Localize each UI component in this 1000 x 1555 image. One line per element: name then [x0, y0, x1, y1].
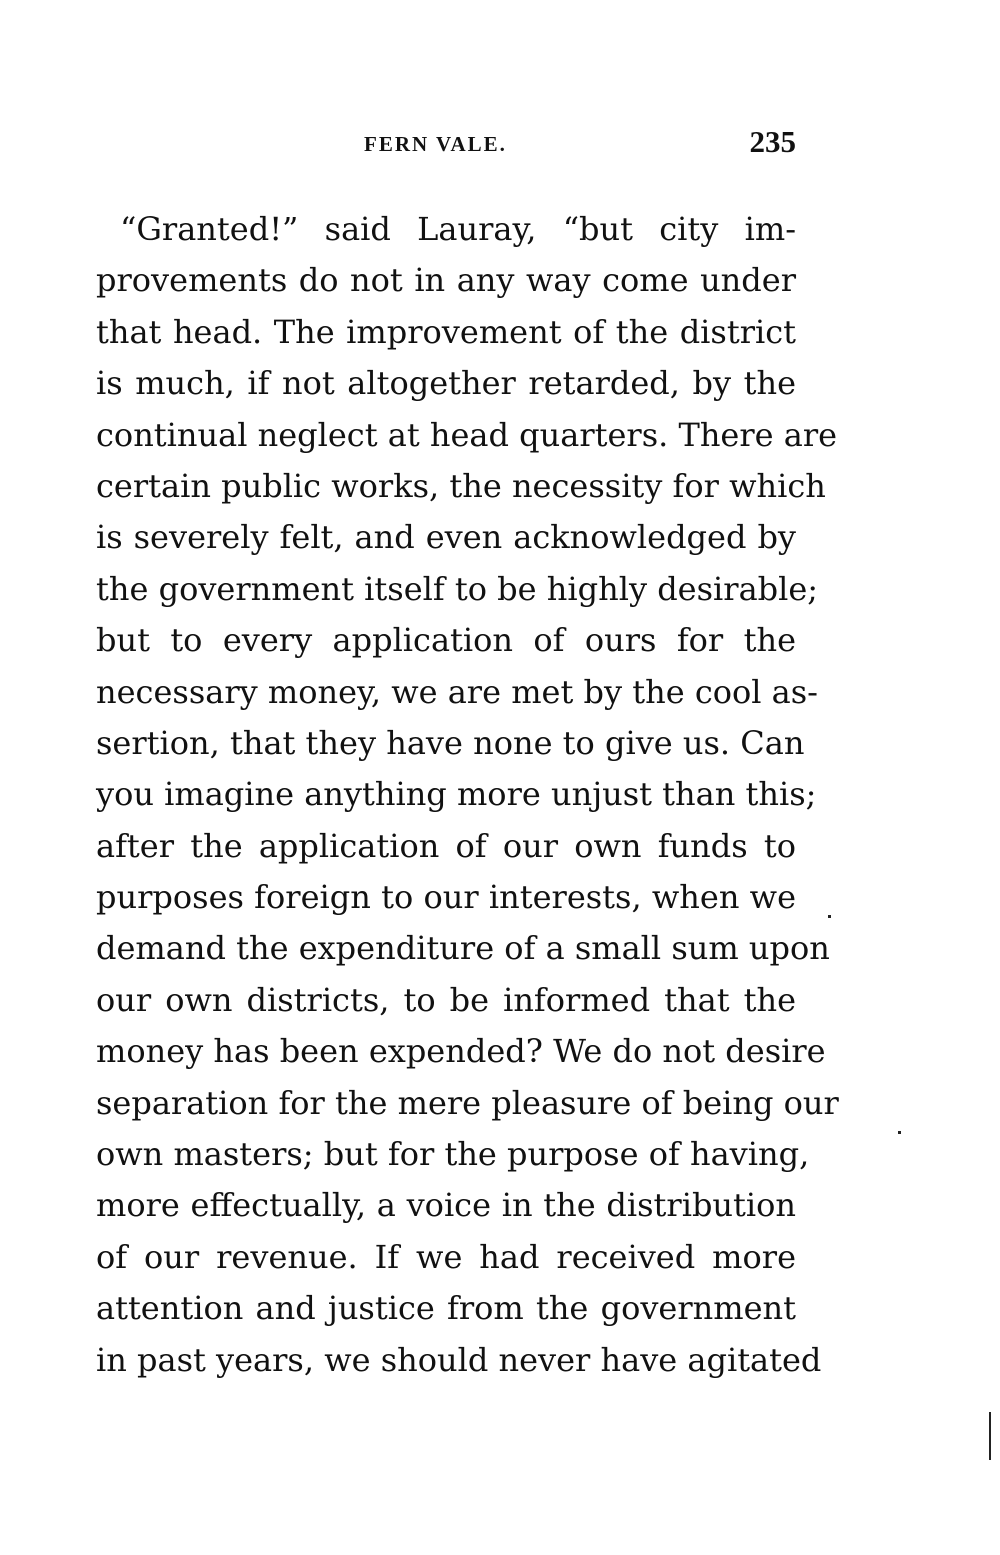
- page-header: [96, 124, 796, 164]
- running-title: FERN VALE.: [364, 132, 507, 156]
- text-line: purposes foreign to our interests, when we: [96, 878, 796, 917]
- text-line: money has been expended? We do not desire: [96, 1032, 826, 1071]
- text-line: is severely felt, and even acknowledged by: [96, 518, 796, 557]
- scan-speck: [989, 1412, 991, 1460]
- text-line: after the application of our own funds to: [96, 826, 796, 865]
- text-line: necessary money, we are met by the cool as-: [96, 672, 818, 711]
- page-number: 235: [749, 124, 796, 159]
- text-line: our own districts, to be informed that the: [96, 980, 796, 1019]
- text-line: in past years, we should never have agitated: [96, 1340, 822, 1379]
- text-line: of our revenue. If we had received more: [96, 1237, 796, 1276]
- text-line: that head. The improvement of the district: [96, 312, 796, 351]
- scan-speck: [828, 915, 831, 918]
- body-text: [96, 204, 839, 1386]
- text-line: own masters; but for the purpose of having,: [96, 1135, 810, 1174]
- text-line: demand the expenditure of a small sum upon: [96, 929, 830, 968]
- text-line: but to every application of ours for the: [96, 621, 796, 660]
- text-line: provements do not in any way come under: [96, 261, 796, 300]
- text-line: “Granted!” said Lauray, “but city im-: [120, 210, 796, 248]
- text-line: the government itself to be highly desirable;: [96, 569, 819, 608]
- text-line: you imagine anything more unjust than this;: [96, 775, 817, 814]
- text-line: attention and justice from the government: [96, 1289, 796, 1328]
- text-line: continual neglect at head quarters. There are: [96, 415, 838, 454]
- text-line: is much, if not altogether retarded, by the: [96, 364, 796, 403]
- text-line: more effectually, a voice in the distribution: [96, 1186, 796, 1225]
- text-line: separation for the mere pleasure of being our: [96, 1083, 839, 1122]
- scan-speck: [898, 1131, 901, 1134]
- text-line: sertion, that they have none to give us. Can: [96, 723, 805, 762]
- text-line: certain public works, the necessity for which: [96, 466, 826, 505]
